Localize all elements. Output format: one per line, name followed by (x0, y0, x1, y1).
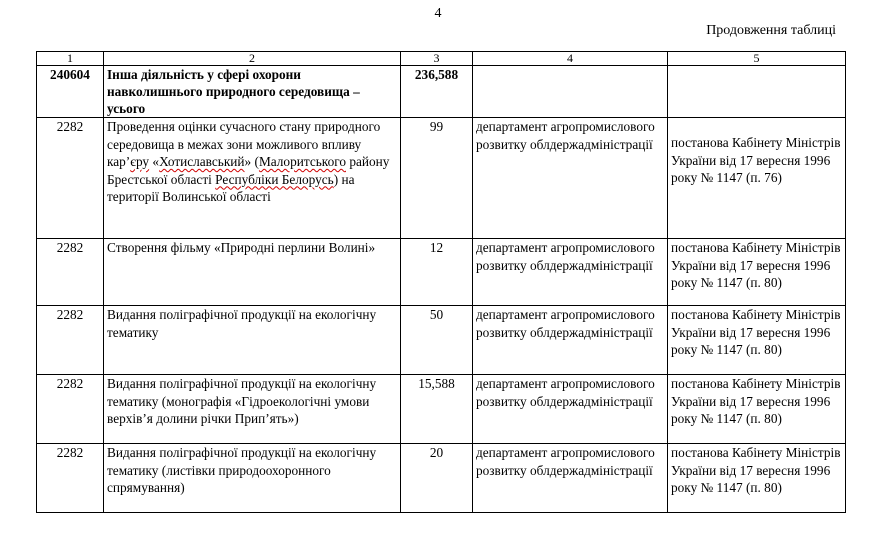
row-executor (473, 66, 668, 118)
column-header: 3 (401, 52, 473, 66)
column-header: 1 (37, 52, 104, 66)
spellcheck-word: Хотиславський (159, 154, 245, 169)
row-basis (668, 66, 846, 118)
page-number: 4 (434, 6, 442, 21)
row-executor: департамент агропромислового розвитку облдержадміністрації (473, 444, 668, 513)
row-code: 2282 (37, 306, 104, 375)
description-text: » ( (244, 154, 259, 169)
total-row (37, 66, 846, 118)
row-amount: 20 (401, 444, 473, 513)
row-executor: департамент агропромислового розвитку облдержадміністрації (473, 239, 668, 306)
table-header-row (37, 52, 846, 66)
row-executor: департамент агропромислового розвитку облдержадміністрації (473, 118, 668, 239)
description-text: « (152, 154, 160, 169)
description-text: ) на території Волинської області (107, 171, 355, 204)
spellcheck-word: Республіки Белорусь (215, 171, 334, 187)
row-code: 2282 (37, 444, 104, 513)
table-row (37, 118, 846, 239)
row-description: Видання поліграфічної продукції на екологічну тематику (листівки природоохоронного спрямування) (104, 444, 401, 513)
row-code: 2282 (37, 375, 104, 444)
row-amount: 15,588 (401, 375, 473, 444)
row-amount: 12 (401, 239, 473, 306)
row-executor: департамент агропромислового розвитку облдержадміністрації (473, 306, 668, 375)
budget-table (36, 51, 846, 513)
row-basis: постанова Кабінету Міністрів України від 17 вересня 1996 року № 1147 (п. 80) (668, 239, 846, 306)
column-header: 5 (668, 52, 846, 66)
row-basis: постанова Кабінету Міністрів України від 17 вересня 1996 року № 1147 (п. 80) (668, 375, 846, 444)
description-text: Проведення оцінки сучасного стану природного середовища в межах зони можливого впливу кар’ (107, 119, 381, 169)
row-amount: 236,588 (401, 66, 473, 118)
continuation-label: Продовження таблиці (706, 23, 836, 38)
description-text: району Брестської області (107, 154, 390, 187)
row-description: Видання поліграфічної продукції на екологічну тематику (104, 306, 401, 375)
table-row (37, 444, 846, 513)
row-description: Інша діяльність у сфері охорони навколишнього природного середовища – усього (104, 66, 401, 118)
row-amount: 50 (401, 306, 473, 375)
column-header: 2 (104, 52, 401, 66)
row-basis: постанова Кабінету Міністрів України від 17 вересня 1996 року № 1147 (п. 80) (668, 306, 846, 375)
table-row (37, 375, 846, 444)
row-code: 2282 (37, 118, 104, 239)
row-basis: постанова Кабінету Міністрів України від 17 вересня 1996 року № 1147 (п. 80) (668, 444, 846, 513)
row-description: Видання поліграфічної продукції на екологічну тематику (монографія «Гідроекологічні умови верхів’я долини річки Прип’ять») (104, 375, 401, 444)
row-amount: 99 (401, 118, 473, 239)
row-code: 2282 (37, 239, 104, 306)
row-basis: постанова Кабінету Міністрів України від 17 вересня 1996 року № 1147 (п. 76) (668, 118, 846, 239)
column-header: 4 (473, 52, 668, 66)
table-row (37, 239, 846, 306)
spellcheck-word: Малоритського (258, 154, 346, 169)
table-row (37, 306, 846, 375)
row-code: 240604 (37, 66, 104, 118)
spellcheck-word: єру (130, 154, 150, 169)
row-description: Створення фільму «Природні перлини Волині» (104, 239, 401, 306)
row-executor: департамент агропромислового розвитку облдержадміністрації (473, 375, 668, 444)
row-description (104, 118, 401, 239)
